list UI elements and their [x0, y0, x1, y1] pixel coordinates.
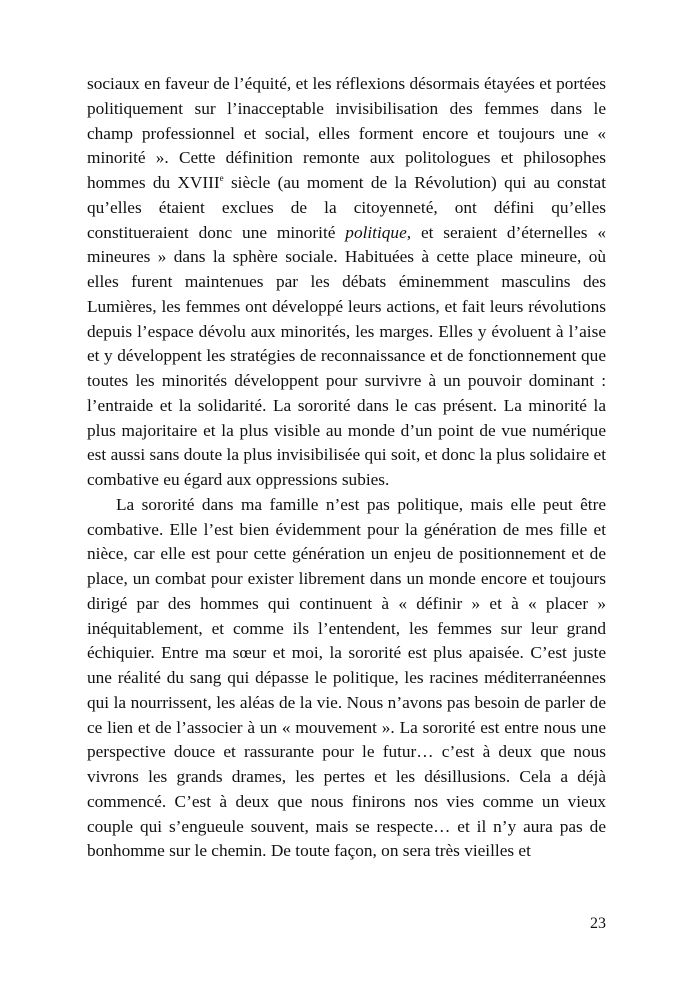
paragraph-2: La sororité dans ma famille n’est pas politique, mais elle peut être combative. Elle l’est bien évidemment pour la génération de mes fille et nièce, car elle est pour cette génération un enjeu de positionnement et de place, un combat pour exister librement dans un monde encore et toujours dirigé par des hommes qui continuent à « définir » et à « placer » inéquitablement, et comme ils l’entendent, les femmes sur leur grand échiquier. Entre ma sœur et moi, la sororité est plus apaisée. C’est juste une réalité du sang qui dépasse le politique, les racines méditerranéennes qui la nourrissent, les aléas de la vie. Nous n’avons pas besoin de parler de ce lien et de l’associer à un « mouvement ». La sororité est entre nous une perspective douce et rassurante pour le futur… c’est à deux que nous vivrons les grands drames, les pertes et les désillusions. Cela a déjà commencé. C’est à deux que nous finirons nos vies comme un vieux couple qui s’engueule souvent, mais se respecte… et il n’y aura pas de bonhomme sur le chemin. De toute façon, on sera très vieilles et: [87, 494, 606, 861]
century-superscript: e: [219, 173, 224, 184]
paragraph-1-part-3: , et seraient d’éternelles « mineures » dans la sphère sociale. Habituées à cette place mineure, où elles furent maintenues par les débats éminemment masculins des Lumières, les femmes ont développé leurs actions, et fait leurs révolutions depuis l’espace dévolu aux minorités, les marges. Elles y évoluent à l’aise et y développent les stratégies de reconnaissance et de fonctionnement que toutes les minorités développent pour survivre à un pouvoir dominant : l’entraide et la solidarité. La sororité dans le cas présent. La minorité la plus majoritaire et la plus visible au monde d’un point de vue numérique est aussi sans doute la plus invisibilisée qui soit, et donc la plus solidaire et combative eu égard aux oppressions subies.: [87, 222, 606, 489]
page-number: 23: [590, 915, 606, 932]
italic-word: politique: [345, 222, 407, 242]
paragraph-1-part-2: siècle (au moment de la Révolution) qui au constat qu’elles étaient exclues de la citoyenneté, ont défini qu’elles constitueraient donc une minorité: [87, 173, 606, 242]
paragraph-1: [87, 72, 606, 493]
paragraph-1-part-1: sociaux en faveur de l’équité, et les réflexions désormais étayées et portées politiquement sur l’inacceptable invisibilisation des femmes dans le champ professionnel et social, elles forment encore et toujours une « minorité ». Cette définition remonte aux politologues et philosophes hommes du XVIII: [87, 74, 606, 192]
page-body: [87, 72, 606, 864]
